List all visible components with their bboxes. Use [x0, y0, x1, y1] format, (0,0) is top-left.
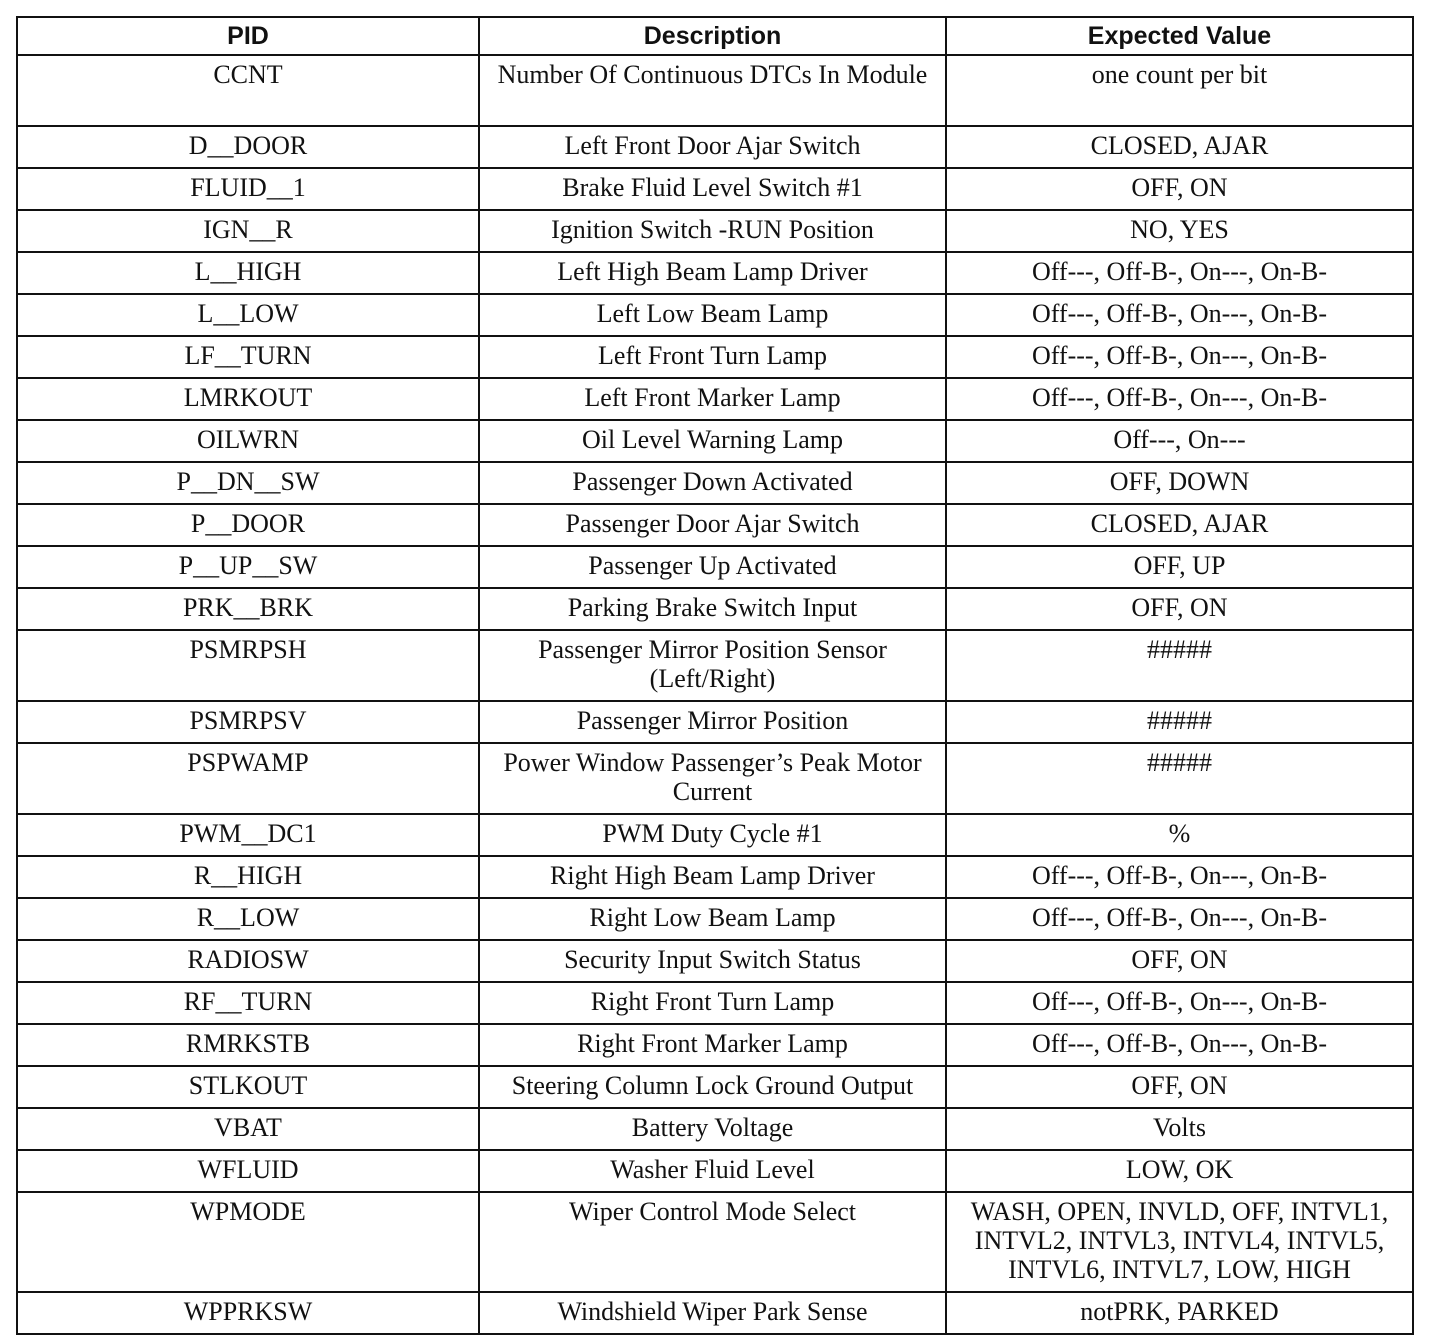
expected-value-cell: ##### [946, 630, 1413, 701]
table-row [17, 1108, 1413, 1150]
description-cell: Passenger Door Ajar Switch [479, 504, 946, 546]
expected-value-cell: Off---, Off-B-, On---, On-B- [946, 1024, 1413, 1066]
description-cell: Left Front Door Ajar Switch [479, 126, 946, 168]
description-cell: Passenger Down Activated [479, 462, 946, 504]
expected-value-cell: OFF, DOWN [946, 462, 1413, 504]
expected-value-cell: LOW, OK [946, 1150, 1413, 1192]
table-row [17, 420, 1413, 462]
expected-value-cell: OFF, ON [946, 168, 1413, 210]
pid-cell: PSMRPSV [17, 701, 479, 743]
description-cell: Wiper Control Mode Select [479, 1192, 946, 1292]
table-row [17, 856, 1413, 898]
expected-value-cell: OFF, ON [946, 1066, 1413, 1108]
pid-cell: R__HIGH [17, 856, 479, 898]
table-row [17, 210, 1413, 252]
table-row [17, 1292, 1413, 1334]
expected-value-cell: NO, YES [946, 210, 1413, 252]
description-cell: Right Front Marker Lamp [479, 1024, 946, 1066]
expected-value-cell: one count per bit [946, 55, 1413, 126]
expected-value-cell: OFF, ON [946, 588, 1413, 630]
table-row [17, 462, 1413, 504]
pid-cell: R__LOW [17, 898, 479, 940]
description-cell: Passenger Mirror Position Sensor (Left/Right) [479, 630, 946, 701]
expected-value-cell: Volts [946, 1108, 1413, 1150]
description-cell: Left Front Marker Lamp [479, 378, 946, 420]
expected-value-cell: Off---, Off-B-, On---, On-B- [946, 294, 1413, 336]
description-cell: Security Input Switch Status [479, 940, 946, 982]
pid-cell: P__DN__SW [17, 462, 479, 504]
expected-value-cell: OFF, UP [946, 546, 1413, 588]
description-cell: Number Of Continuous DTCs In Module [479, 55, 946, 126]
header-description: Description [479, 17, 946, 55]
description-cell: Steering Column Lock Ground Output [479, 1066, 946, 1108]
description-cell: Left Front Turn Lamp [479, 336, 946, 378]
pid-cell: P__DOOR [17, 504, 479, 546]
pid-cell: RMRKSTB [17, 1024, 479, 1066]
table-row [17, 940, 1413, 982]
table-row [17, 1150, 1413, 1192]
table-row [17, 898, 1413, 940]
pid-cell: WFLUID [17, 1150, 479, 1192]
pid-cell: FLUID__1 [17, 168, 479, 210]
pid-cell: L__HIGH [17, 252, 479, 294]
expected-value-cell: Off---, Off-B-, On---, On-B- [946, 856, 1413, 898]
expected-value-cell: CLOSED, AJAR [946, 504, 1413, 546]
description-cell: Oil Level Warning Lamp [479, 420, 946, 462]
table-row [17, 252, 1413, 294]
pid-cell: L__LOW [17, 294, 479, 336]
pid-cell: PSPWAMP [17, 743, 479, 814]
table-row [17, 168, 1413, 210]
description-cell: Ignition Switch -RUN Position [479, 210, 946, 252]
pid-cell: D__DOOR [17, 126, 479, 168]
table-row [17, 55, 1413, 126]
table-row [17, 378, 1413, 420]
pid-cell: VBAT [17, 1108, 479, 1150]
expected-value-cell: % [946, 814, 1413, 856]
header-row [17, 17, 1413, 55]
table-row [17, 546, 1413, 588]
expected-value-cell: notPRK, PARKED [946, 1292, 1413, 1334]
table-row [17, 814, 1413, 856]
description-cell: Washer Fluid Level [479, 1150, 946, 1192]
pid-cell: RADIOSW [17, 940, 479, 982]
description-cell: Passenger Mirror Position [479, 701, 946, 743]
pid-cell: RF__TURN [17, 982, 479, 1024]
description-cell: Right Low Beam Lamp [479, 898, 946, 940]
expected-value-cell: CLOSED, AJAR [946, 126, 1413, 168]
description-cell: Windshield Wiper Park Sense [479, 1292, 946, 1334]
pid-cell: STLKOUT [17, 1066, 479, 1108]
description-cell: Battery Voltage [479, 1108, 946, 1150]
pid-cell: PWM__DC1 [17, 814, 479, 856]
table-row [17, 743, 1413, 814]
description-cell: Parking Brake Switch Input [479, 588, 946, 630]
expected-value-cell: ##### [946, 701, 1413, 743]
expected-value-cell: OFF, ON [946, 940, 1413, 982]
table-row [17, 504, 1413, 546]
description-cell: Right High Beam Lamp Driver [479, 856, 946, 898]
expected-value-cell: Off---, Off-B-, On---, On-B- [946, 898, 1413, 940]
table-row [17, 126, 1413, 168]
pid-cell: OILWRN [17, 420, 479, 462]
pid-cell: IGN__R [17, 210, 479, 252]
description-cell: Right Front Turn Lamp [479, 982, 946, 1024]
table-row [17, 630, 1413, 701]
description-cell: PWM Duty Cycle #1 [479, 814, 946, 856]
expected-value-cell: Off---, Off-B-, On---, On-B- [946, 982, 1413, 1024]
pid-cell: WPMODE [17, 1192, 479, 1292]
header-pid: PID [17, 17, 479, 55]
pid-cell: P__UP__SW [17, 546, 479, 588]
pid-cell: LMRKOUT [17, 378, 479, 420]
table-row [17, 1192, 1413, 1292]
expected-value-cell: Off---, Off-B-, On---, On-B- [946, 378, 1413, 420]
description-cell: Left Low Beam Lamp [479, 294, 946, 336]
expected-value-cell: Off---, On--- [946, 420, 1413, 462]
pid-table [16, 16, 1414, 1335]
table-row [17, 982, 1413, 1024]
pid-cell: LF__TURN [17, 336, 479, 378]
description-cell: Brake Fluid Level Switch #1 [479, 168, 946, 210]
description-cell: Power Window Passenger’s Peak Motor Current [479, 743, 946, 814]
table-row [17, 1024, 1413, 1066]
expected-value-cell: WASH, OPEN, INVLD, OFF, INTVL1, INTVL2, INTVL3, INTVL4, INTVL5, INTVL6, INTVL7, LOW, HIGH [946, 1192, 1413, 1292]
expected-value-cell: Off---, Off-B-, On---, On-B- [946, 252, 1413, 294]
header-expected-value: Expected Value [946, 17, 1413, 55]
pid-cell: PSMRPSH [17, 630, 479, 701]
table-row [17, 1066, 1413, 1108]
description-cell: Left High Beam Lamp Driver [479, 252, 946, 294]
table-row [17, 336, 1413, 378]
pid-cell: WPPRKSW [17, 1292, 479, 1334]
pid-cell: CCNT [17, 55, 479, 126]
expected-value-cell: Off---, Off-B-, On---, On-B- [946, 336, 1413, 378]
description-cell: Passenger Up Activated [479, 546, 946, 588]
pid-cell: PRK__BRK [17, 588, 479, 630]
table-row [17, 588, 1413, 630]
table-row [17, 294, 1413, 336]
table-row [17, 701, 1413, 743]
expected-value-cell: ##### [946, 743, 1413, 814]
